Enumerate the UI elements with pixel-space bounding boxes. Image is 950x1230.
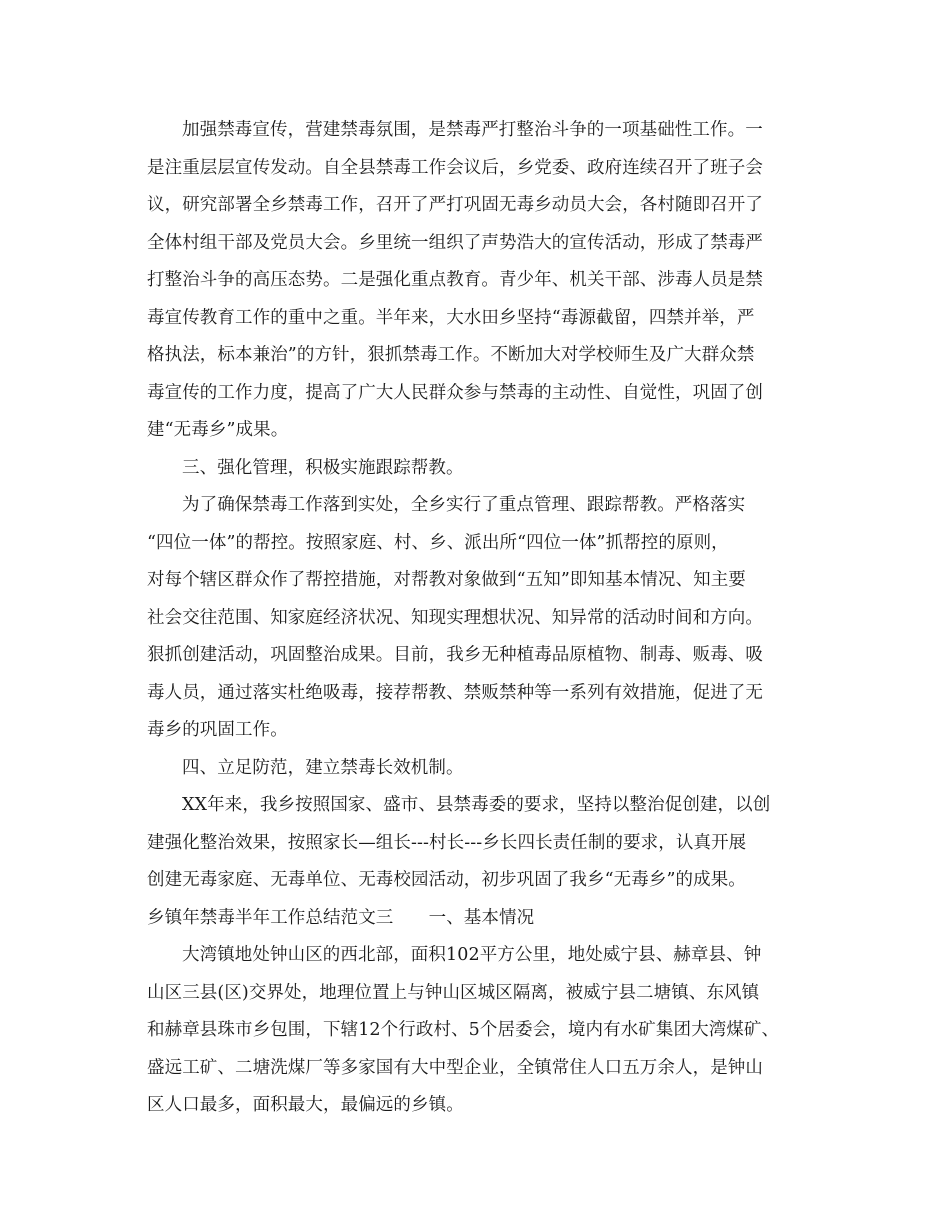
text-line: 三、强化管理，积极实施跟踪帮教。 xyxy=(182,457,464,478)
text-line: 狠抓创建活动，巩固整治成果。目前，我乡无种植毒品原植物、制毒、贩毒、吸 xyxy=(147,645,763,665)
text-line: 加强禁毒宣传，营建禁毒氛围，是禁毒严打整治斗争的一项基础性工作。一 xyxy=(182,120,763,140)
text-line: 建“无毒乡”成果。 xyxy=(147,420,289,440)
text-line: XX年来，我乡按照国家、盛市、县禁毒委的要求，坚持以整治促创建，以创 xyxy=(182,795,771,815)
text-line: 毒宣传教育工作的重中之重。半年来，大水田乡坚持“毒源截留，四禁并举，严 xyxy=(147,307,755,328)
document-body xyxy=(147,112,807,1125)
text-line: 对每个辖区群众作了帮控措施，对帮教对象做到“五知”即知基本情况、知主要 xyxy=(147,570,746,590)
text-line: 山区三县(区)交界处，地理位置上与钟山区城区隔离，被威宁县二塘镇、东风镇 xyxy=(147,982,760,1003)
text-line: 和赫章县珠市乡包围，下辖12个行政村、5个居委会，境内有水矿集团大湾煤矿、 xyxy=(147,1020,780,1040)
text-line: 毒人员，通过落实杜绝吸毒，接荐帮教、禁贩禁种等一系列有效措施，促进了无 xyxy=(147,682,763,703)
text-line: 打整治斗争的高压态势。二是强化重点教育。青少年、机关干部、涉毒人员是禁 xyxy=(147,270,763,290)
text-line: 四、立足防范，建立禁毒长效机制。 xyxy=(182,757,464,778)
text-line: “四位一体”的帮控。按照家庭、村、乡、派出所“四位一体”抓帮控的原则， xyxy=(147,532,729,553)
text-line: 区人口最多，面积最大，最偏远的乡镇。 xyxy=(147,1095,464,1115)
text-line: 建强化整治效果，按照家长—组长---村长---乡长四长责任制的要求，认真开展 xyxy=(147,832,747,853)
text-line: 毒乡的巩固工作。 xyxy=(147,720,288,740)
text-line: 社会交往范围、知家庭经济状况、知现实理想状况、知异常的活动时间和方向。 xyxy=(147,607,763,628)
text-line: 为了确保禁毒工作落到实处，全乡实行了重点管理、跟踪帮教。严格落实 xyxy=(182,495,746,515)
text-line: 大湾镇地处钟山区的西北部，面积102平方公里，地处威宁县、赫章县、钟 xyxy=(182,945,762,965)
text-line: 毒宣传的工作力度，提高了广大人民群众参与禁毒的主动性、自觉性，巩固了创 xyxy=(147,382,763,403)
text-line: 全体村组干部及党员大会。乡里统一组织了声势浩大的宣传活动，形成了禁毒严 xyxy=(147,232,763,253)
text-line: 盛远工矿、二塘洗煤厂等多家国有大中型企业，全镇常住人口五万余人，是钟山 xyxy=(147,1057,763,1078)
text-line: 乡镇年禁毒半年工作总结范文三 一、基本情况 xyxy=(147,907,535,928)
text-line: 创建无毒家庭、无毒单位、无毒校园活动，初步巩固了我乡“无毒乡”的成果。 xyxy=(147,870,746,890)
text-line: 议，研究部署全乡禁毒工作，召开了严打巩固无毒乡动员大会，各村随即召开了 xyxy=(147,195,763,215)
text-line: 格执法，标本兼治”的方针，狠抓禁毒工作。不断加大对学校师生及广大群众禁 xyxy=(147,345,755,365)
text-line: 是注重层层宣传发动。自全县禁毒工作会议后，乡党委、政府连续召开了班子会 xyxy=(147,157,763,178)
